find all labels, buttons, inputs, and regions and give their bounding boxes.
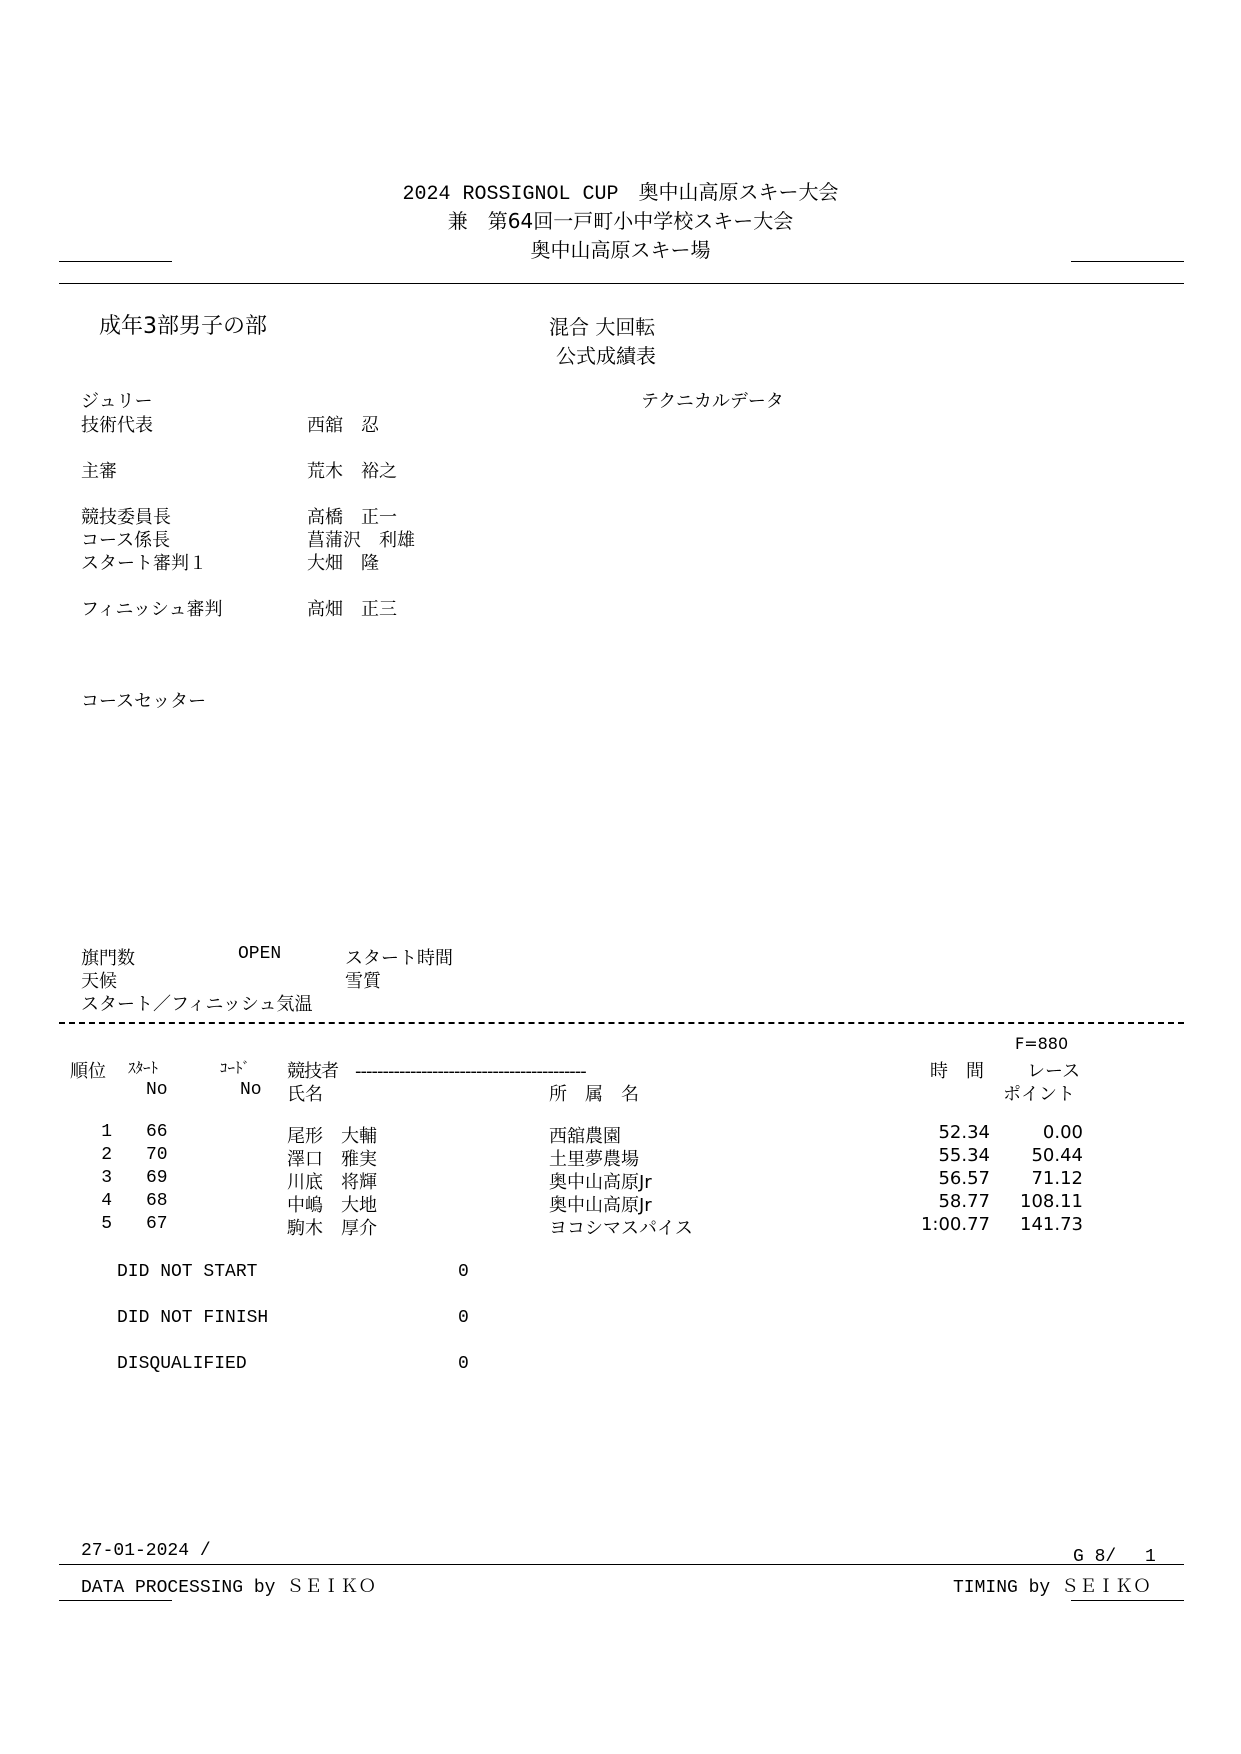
club-cell: 奥中山高原Jr bbox=[549, 1172, 652, 1193]
f-value: F=880 bbox=[1015, 1034, 1069, 1053]
club-cell: 奥中山高原Jr bbox=[549, 1195, 652, 1216]
footer-data-processing: DATA PROCESSING by ＳＥＩＫＯ bbox=[81, 1578, 377, 1598]
name-cell: 澤口 雅実 bbox=[287, 1149, 377, 1170]
name-cell: 駒木 厚介 bbox=[287, 1218, 377, 1239]
jury-role: スタート審判１ bbox=[81, 553, 207, 574]
time-cell: 56.57 bbox=[938, 1168, 990, 1189]
col-start-top: ｽﾀｰﾄ bbox=[128, 1059, 159, 1077]
summary-label-dsq: DISQUALIFIED bbox=[117, 1354, 247, 1374]
jury-name: 荒木 裕之 bbox=[307, 461, 397, 482]
summary-label-dnf: DID NOT FINISH bbox=[117, 1308, 269, 1328]
gates-value: OPEN bbox=[238, 944, 282, 964]
jury-role: 技術代表 bbox=[81, 415, 153, 436]
section-divider bbox=[59, 1022, 1184, 1024]
bib-cell: 67 bbox=[146, 1214, 168, 1234]
temperature-label: スタート／フィニッシュ気温 bbox=[81, 994, 313, 1015]
col-club: 所 属 名 bbox=[549, 1084, 639, 1105]
jury-name: 大畑 隆 bbox=[307, 553, 379, 574]
col-time: 時 間 bbox=[930, 1061, 984, 1082]
name-cell: 中嶋 大地 bbox=[287, 1195, 377, 1216]
points-cell: 141.73 bbox=[1020, 1214, 1083, 1235]
footer-left-rule bbox=[59, 1600, 172, 1601]
jury-name: 高橋 正一 bbox=[307, 507, 397, 528]
jury-name: 高畑 正三 bbox=[307, 599, 397, 620]
col-points: ポイント bbox=[1003, 1084, 1075, 1105]
bib-cell: 68 bbox=[146, 1191, 168, 1211]
bib-cell: 69 bbox=[146, 1168, 168, 1188]
summary-label-dns: DID NOT START bbox=[117, 1262, 258, 1282]
jury-role: フィニッシュ審判 bbox=[81, 599, 223, 620]
start-time-label: スタート時間 bbox=[345, 948, 453, 969]
header-right-rule bbox=[1071, 261, 1184, 262]
name-cell: 尾形 大輔 bbox=[287, 1126, 377, 1147]
club-cell: 土里夢農場 bbox=[549, 1149, 639, 1170]
points-cell: 0.00 bbox=[1042, 1122, 1083, 1143]
jury-name: 西舘 忍 bbox=[307, 415, 379, 436]
club-cell: 西舘農園 bbox=[549, 1126, 621, 1147]
rank-cell: 4 bbox=[101, 1191, 112, 1211]
name-cell: 川底 将輝 bbox=[287, 1172, 377, 1193]
footer-right-rule bbox=[1071, 1600, 1184, 1601]
header-line-3: 奥中山高原スキー場 bbox=[530, 238, 711, 262]
club-cell: ヨコシマスパイス bbox=[549, 1218, 693, 1239]
summary-value-dsq: 0 bbox=[458, 1354, 469, 1374]
points-cell: 50.44 bbox=[1031, 1145, 1083, 1166]
snow-label: 雪質 bbox=[345, 971, 381, 992]
document-type: 公式成績表 bbox=[556, 344, 656, 368]
course-setter-label: コースセッター bbox=[81, 691, 207, 712]
jury-title: ジュリー bbox=[81, 391, 153, 412]
footer-page: G 8/ 1 bbox=[1073, 1547, 1156, 1567]
jury-name: 菖蒲沢 利雄 bbox=[307, 530, 415, 551]
rank-cell: 2 bbox=[101, 1145, 112, 1165]
header-left-rule bbox=[59, 261, 172, 262]
header-line-2: 兼 第64回一戸町小中学校スキー大会 bbox=[447, 209, 794, 233]
points-cell: 71.12 bbox=[1031, 1168, 1083, 1189]
jury-role: コース係長 bbox=[81, 530, 171, 551]
rank-cell: 3 bbox=[101, 1168, 112, 1188]
col-code-top: ｺｰﾄﾞ bbox=[220, 1059, 251, 1077]
time-cell: 55.34 bbox=[938, 1145, 990, 1166]
header-main-rule bbox=[59, 283, 1184, 284]
summary-value-dnf: 0 bbox=[458, 1308, 469, 1328]
bib-cell: 66 bbox=[146, 1122, 168, 1142]
time-cell: 52.34 bbox=[938, 1122, 990, 1143]
col-code-no: No bbox=[240, 1080, 262, 1100]
summary-value-dns: 0 bbox=[458, 1262, 469, 1282]
col-race: レース bbox=[1027, 1061, 1081, 1082]
col-name: 氏名 bbox=[287, 1084, 323, 1105]
gates-label: 旗門数 bbox=[81, 948, 135, 969]
rank-cell: 1 bbox=[101, 1122, 112, 1142]
jury-role: 主審 bbox=[81, 461, 117, 482]
header-line-1: 2024 ROSSIGNOL CUP 奥中山高原スキー大会 bbox=[402, 183, 839, 206]
col-start-no: No bbox=[146, 1080, 168, 1100]
footer-date: 27-01-2024 / bbox=[81, 1541, 211, 1561]
footer-timing: TIMING by ＳＥＩＫＯ bbox=[953, 1578, 1152, 1598]
col-rank: 順位 bbox=[70, 1061, 106, 1082]
points-cell: 108.11 bbox=[1020, 1191, 1083, 1212]
bib-cell: 70 bbox=[146, 1145, 168, 1165]
rank-cell: 5 bbox=[101, 1214, 112, 1234]
category-title: 成年3部男子の部 bbox=[99, 314, 267, 339]
technical-data-title: テクニカルデータ bbox=[641, 391, 784, 412]
jury-role: 競技委員長 bbox=[81, 507, 171, 528]
event-title: 混合 大回転 bbox=[549, 315, 656, 339]
footer-main-rule bbox=[59, 1564, 1184, 1565]
time-cell: 1:00.77 bbox=[920, 1214, 990, 1235]
col-competitor: 競技者 ------------------------------------------ bbox=[287, 1061, 586, 1082]
time-cell: 58.77 bbox=[938, 1191, 990, 1212]
weather-label: 天候 bbox=[81, 971, 117, 992]
